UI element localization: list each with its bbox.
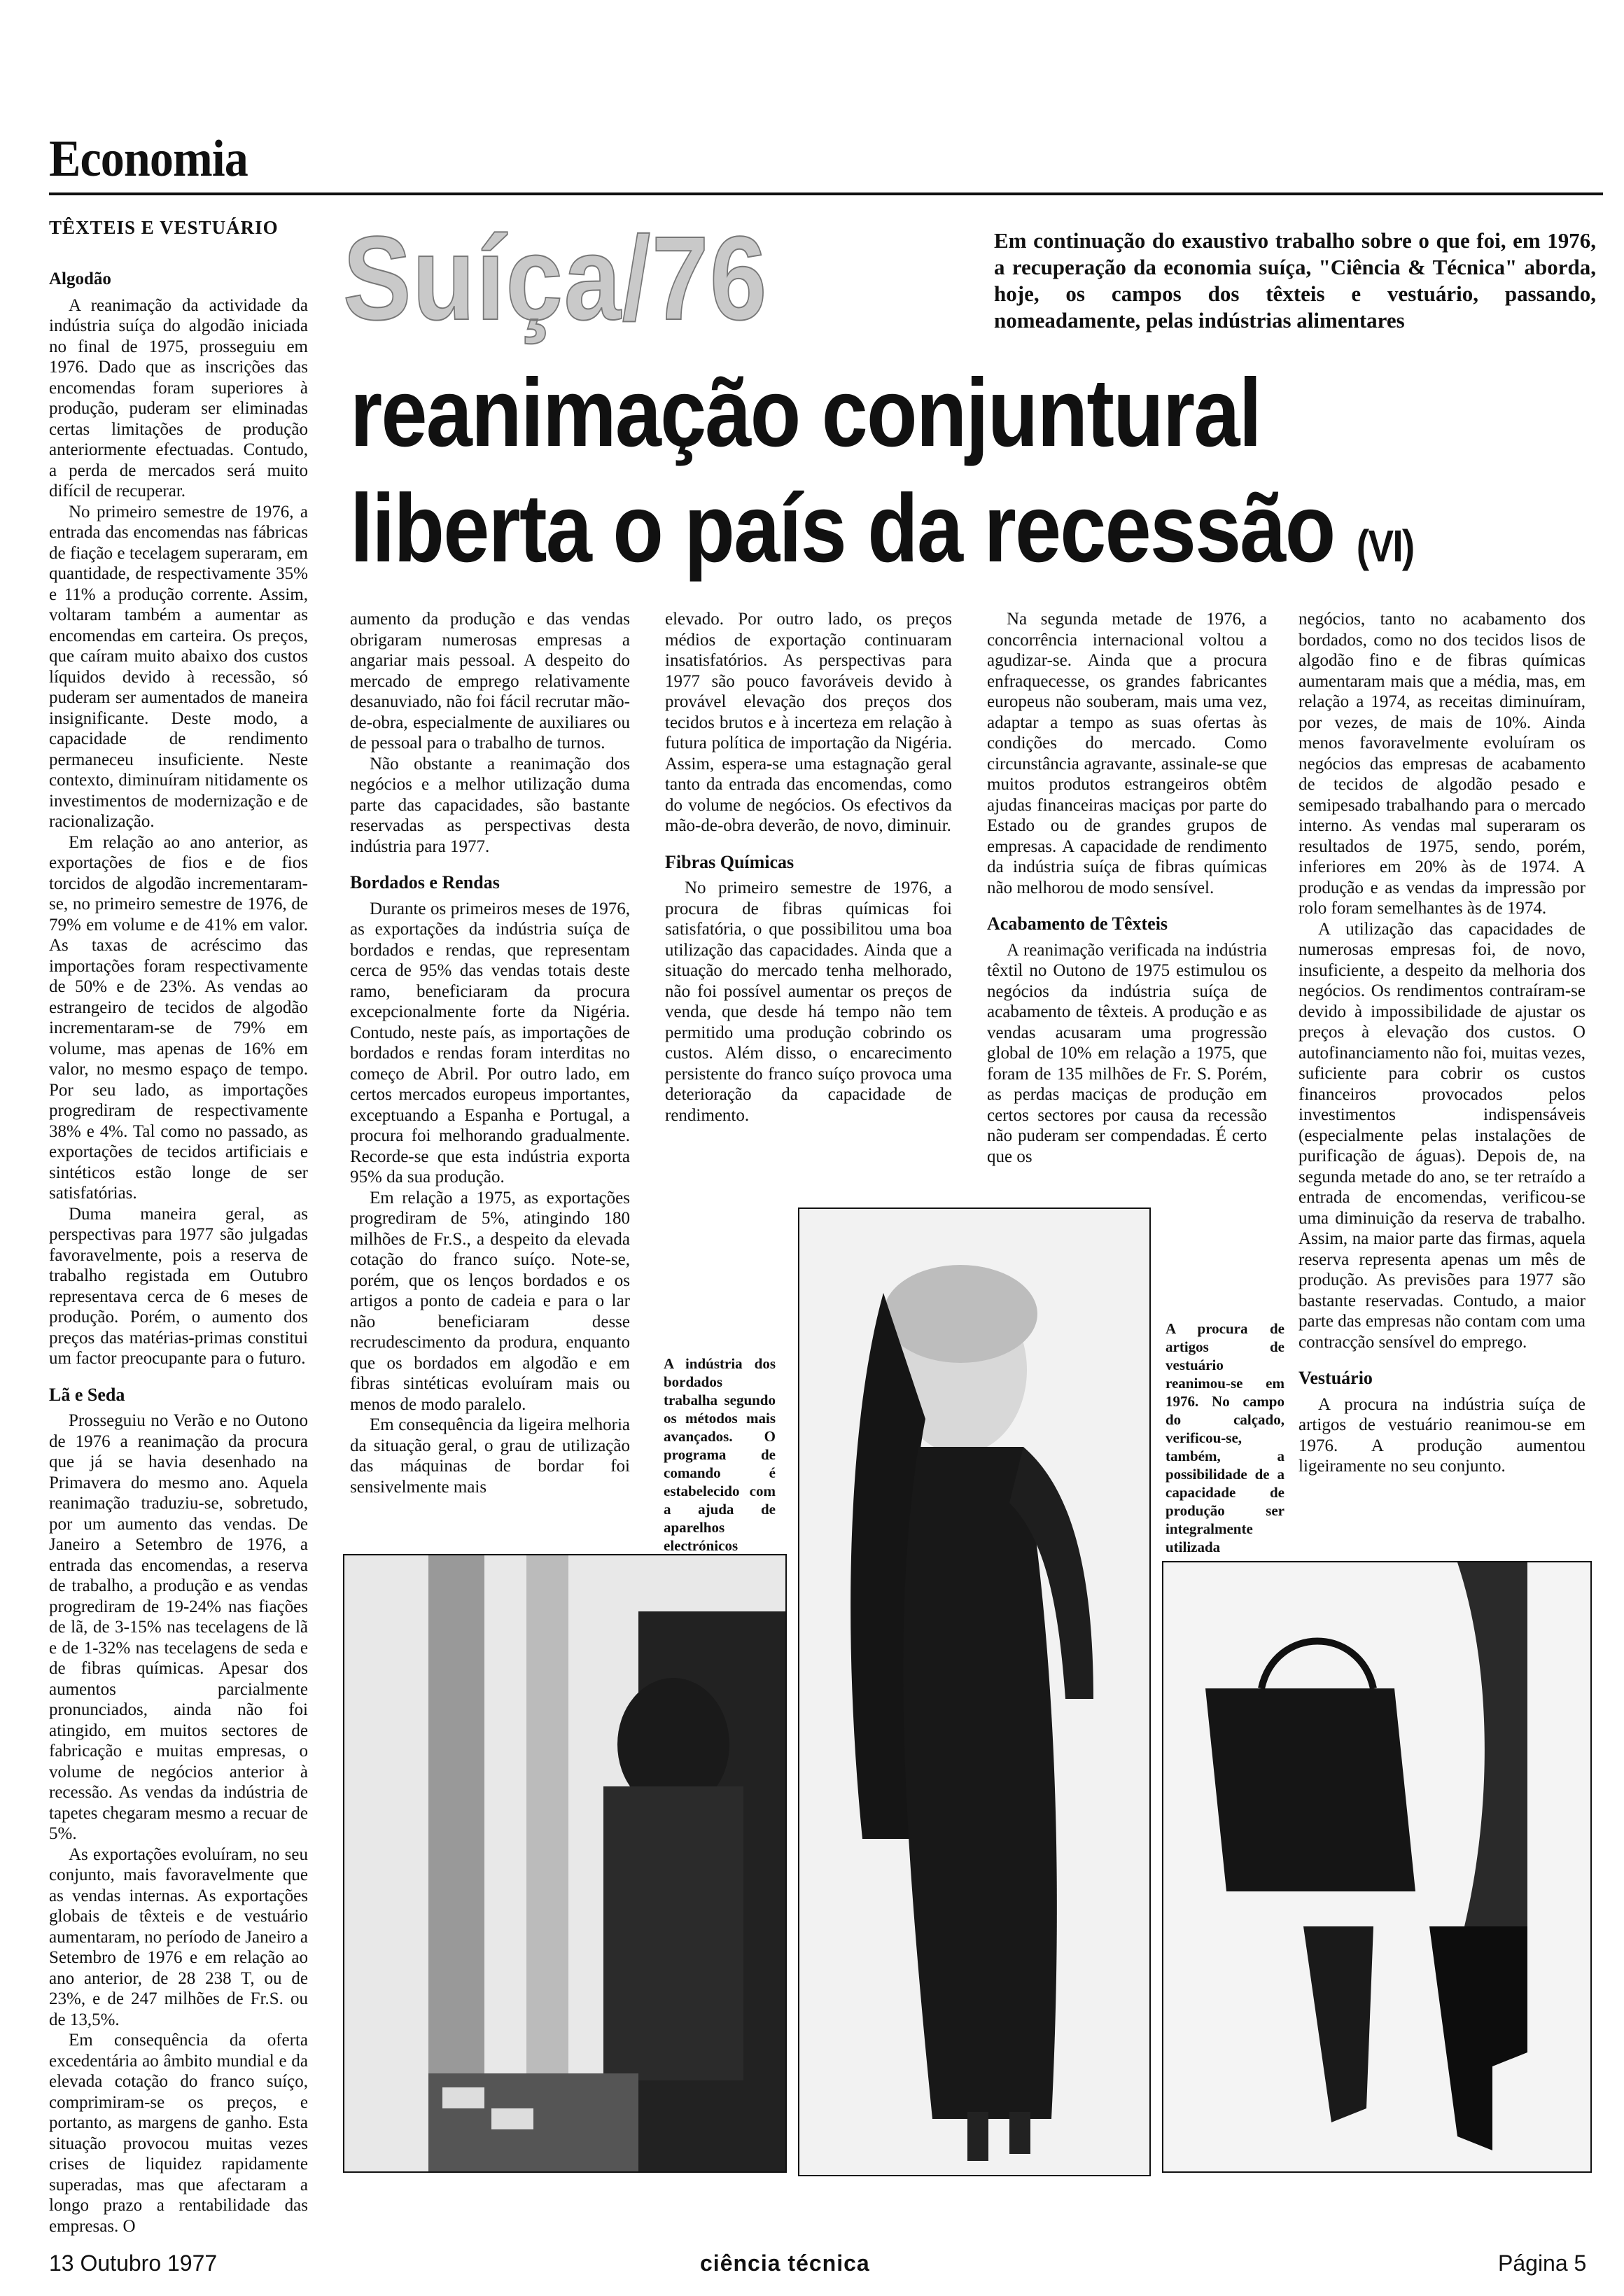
paragraph: Em consequência da oferta excedentária ao âmbito mundial e da elevada cotação do franco suíço, comprimiram-se os preços, e portanto, as margens de ganho. Esta situação provocou muitas vezes crises de liquidez rapidamente superadas, mas que afectaram a longo prazo a rentabilidade das empresas. O xyxy=(49,2031,308,2236)
big-kicker: Suíça/76 xyxy=(343,212,769,345)
subhead-vestuario: Vestuário xyxy=(1298,1368,1373,1388)
caption-embroidery: A indústria dos bordados trabalha segundo os métodos mais avançados. O programa de comando é estabelecido com a ajuda de aparelhos electrónicos xyxy=(664,1355,776,1554)
footer-page-number: Página 5 xyxy=(1498,2250,1587,2276)
paragraph: aumento da produção e das vendas obrigaram numerosas empresas a angariar mais pessoal. A despeito do mercado de emprego relativamente desanuviado, não foi fácil recrutar mão-de-obra, especialmente de auxiliares ou de pessoal para o trabalho de turnos. xyxy=(350,610,630,752)
paragraph: A reanimação da actividade da indústria suíça do algodão iniciada no final de 1975, prosseguiu em 1976. Dado que as inscrições das encomendas foram superiores à produção, puderam ser eliminadas certas limitações de produção anteriormente efectuadas. Contudo, a perda de mercados será muito difícil de recuperar. xyxy=(49,295,308,500)
paragraph: Em consequência da ligeira melhoria da situação geral, o grau de utilização das máquinas de bordar foi sensivelmente mais xyxy=(350,1415,630,1497)
lead-paragraph: Em continuação do exaustivo trabalho sobre o que foi, em 1976, a recuperação da economia suíça, "Ciência & Técnica" aborda, hoje, os campos dos têxteis e vestuário, passando, nomeadamente, pelas indústrias alimentares xyxy=(994,228,1596,332)
photo-fashion-illustration xyxy=(799,1209,1149,2175)
paragraph: No primeiro semestre de 1976, a procura de fibras químicas foi satisfatória, o que possibilitou uma boa utilização das capacidades. Ainda que a situação do mercado tenha melhorado, não foi possível aumentar os preços de venda, que desde há tempo não tem permitido uma produção cobrindo os custos. Além disso, o encarecimento persistente do franco suíço provoca uma deterioração da capacidade de rendimento. xyxy=(665,878,952,1125)
article-column-5 xyxy=(1298,609,1586,1477)
paragraph: Não obstante a reanimação dos negócios e a melhor utilização duma parte das capacidades, são bastante reservadas as perspectivas desta indústria para 1977. xyxy=(350,754,630,856)
section-kicker: TÊXTEIS E VESTUÁRIO xyxy=(49,217,279,238)
footer-publication: ciência técnica xyxy=(700,2250,870,2276)
photo-embroidery-illustration xyxy=(344,1555,785,2171)
subhead-algodao: Algodão xyxy=(49,270,111,288)
paragraph: negócios, tanto no acabamento dos bordados, como no dos tecidos lisos de algodão fino e de fibras químicas aumentaram mais que a média, mas, em relação a 1974, as receitas diminuíram, por vezes, de mais de 10%. Ainda menos favoravelmente evoluíram os negócios das empresas de acabamento de tecidos de algodão pesado e semipesado trabalhando para o mercado interno. As vendas mal superaram os resultados de 1975, sendo, porém, inferiores em 20% às de 1974. A produção e as vendas da impressão por rolo foram semelhantes às de 1974. xyxy=(1298,610,1586,918)
paragraph: Duma maneira geral, as perspectivas para 1977 são julgadas favoravelmente, pois a reserva de trabalho registada em Outubro representava cerca de 6 meses de produção. Porém, o aumento dos preços das matérias-primas constitui um factor preocupante para o futuro. xyxy=(49,1204,308,1368)
photo-embroidery-worker xyxy=(343,1554,787,2173)
paragraph: A reanimação verificada na indústria têxtil no Outono de 1975 estimulou os negócios da indústria suíça de acabamento de têxteis. A produção e as vendas acusaram uma progressão global de 10% em relação a 1975, que foram de 135 milhões de Fr. S. Porém, as perdas maciças de produção em certos sectores por causa da recessão não puderam ser compendadas. É certo que os xyxy=(987,940,1267,1166)
photo-boots-illustration xyxy=(1163,1562,1590,2171)
photo-fashion-model xyxy=(798,1208,1151,2176)
article-column-1 xyxy=(49,259,308,2236)
subhead-acabamento: Acabamento de Têxteis xyxy=(987,913,1168,934)
article-column-2 xyxy=(350,609,630,1497)
article-column-4 xyxy=(987,609,1267,1167)
paragraph: Em relação ao ano anterior, as exportações de fios e de fios torcidos de algodão incrementaram-se, no primeiro semestre de 1976, de 79% em volume e de 41% em valor. As taxas de acréscimo das importações foram respectivamente de 50% e de 23%. As vendas ao estrangeiro de tecidos de algodão incrementaram-se de 79% em volume, mas apenas de 16% em valor, no mesmo espaço de tempo. Por seu lado, as importações progrediram de respectivamente 38% e 4%. Tal como no passado, as exportações de tecidos artificiais e sintéticos estão longe de ser satisfatórias. xyxy=(49,832,308,1203)
header-rule xyxy=(49,192,1603,195)
subhead-fibras-quimicas: Fibras Químicas xyxy=(665,851,794,872)
footer-date: 13 Outubro 1977 xyxy=(49,2250,218,2276)
paragraph: elevado. Por outro lado, os preços médios de exportação continuaram insatisfatórios. As perspectivas para 1977 são pouco favoráveis devido à provável elevação dos preços dos tecidos brutos e à incerteza em relação à futura política de importação da Nigéria. Assim, espera-se uma estagnação geral tanto da entrada das encomendas, como do volume de negócios. Os efectivos da mão-de-obra deverão, de novo, diminuir. xyxy=(665,610,952,835)
paragraph: Prosseguiu no Verão e no Outono de 1976 a reanimação da procura que já se havia desenhado na Primavera do mesmo ano. Aquela reanimação traduziu-se, sobretudo, por um aumento das vendas. De Janeiro a Setembro de 1976, a entrada das encomendas, a reserva de trabalho, a produção e as vendas progrediram de 19-24% nas fiações de lã, de 3-15% nas tecelagens de lã e de 1-32% nas tecelagens de seda e de fibras químicas. Apesar dos aumentos parcialmente pronunciados, ainda não foi atingido, em muitos sectores de fabricação e muitas empresas, o volume de negócios anterior à recessão. As vendas da indústria de tapetes chegaram mesmo a recuar de 5%. xyxy=(49,1411,308,1843)
paragraph: A procura na indústria suíça de artigos de vestuário reanimou-se em 1976. A produção aumentou ligeiramente no seu conjunto. xyxy=(1298,1394,1586,1476)
headline-line-2 xyxy=(350,476,1414,598)
paragraph: Na segunda metade de 1976, a concorrência internacional voltou a agudizar-se. Ainda que a procura enfraquecesse, os grandes fabricantes europeus não souberam, mais uma vez, adaptar a tempo as suas ofertas às condições do mercado. Como circunstância agravante, assinale-se que muitos produtos estrangeiros obtêm ajudas financeiras maciças por parte do Estado ou de grandes grupos de empresas. A capacidade de rendimento da indústria suíça de fibras químicas não melhorou de modo sensível. xyxy=(987,610,1267,897)
subhead-bordados-rendas: Bordados e Rendas xyxy=(350,872,500,892)
headline-volume: (VI) xyxy=(1356,521,1414,571)
section-title: Economia xyxy=(49,130,248,188)
headline-line-2-text: liberta o país da recessão xyxy=(350,475,1335,582)
caption-clothing: A procura de artigos de vestuário reanimou-se em 1976. No campo do calçado, verificou-se, também, a possibilidade de a capacidade de produção ser integralmente utilizada xyxy=(1166,1320,1284,1555)
subhead-la-seda: Lã e Seda xyxy=(49,1384,125,1405)
photo-boots-handbag xyxy=(1162,1561,1592,2173)
paragraph: A utilização das capacidades de numerosas empresas foi, de novo, insuficiente, a despeito da melhoria dos negócios. Os rendimentos contraíram-se devido à impossibilidade de ajustar os preços à elevação dos custos. O autofinanciamento não foi, muitas vezes, suficiente para cobrir os custos financeiros provocados pelos investimentos indispensáveis (especialmente pelas instalações de purificação de águas). Depois de, na segunda metade do ano, se ter retraído a entrada de encomendas, verificou-se uma diminuição da reserva de trabalho. Assim, na maior parte das firmas, aquela reserva representa apenas um mês de produção. As previsões para 1977 são bastante reservadas. Contudo, a maior parte das empresas não contam com uma contracção sensível do emprego. xyxy=(1298,919,1586,1352)
headline-line-1: reanimação conjuntural xyxy=(350,359,1261,467)
paragraph: Em relação a 1975, as exportações progrediram de 5%, atingindo 180 milhões de Fr.S., a despeito da elevada cotação do franco suíço. Note-se, porém, que os lenços bordados e os artigos a ponto de cadeia e para o lar não beneficiaram desse recrudescimento da produra, enquanto que os bordados em algodão e em fibras sintéticas evoluíram mais ou menos de modo paralelo. xyxy=(350,1188,630,1414)
paragraph: No primeiro semestre de 1976, a entrada das encomendas nas fábricas de fiação e tecelagem superaram, em quantidade, de respectivamente 35% e 11% a produção corrente. Assim, voltaram também a aumentar as encomendas em carteira. Os preços, que caíram muito abaixo dos custos líquidos devido à recessão, só puderam ser aumentados de maneira insignificante. Deste modo, a capacidade de rendimento permaneceu insuficiente. Neste contexto, diminuíram nitidamente os investimentos de modernização e de racionalização. xyxy=(49,502,308,831)
paragraph: As exportações evoluíram, no seu conjunto, mais favoravelmente que as vendas internas. As exportações globais de têxteis e de vestuário aumentaram, no período de Janeiro a Setembro de 1976 e em relação ao ano anterior, de 28 238 T, ou de 23%, e de 247 milhões de Fr.S. ou de 13,5%. xyxy=(49,1844,308,2029)
paragraph: Durante os primeiros meses de 1976, as exportações da indústria suíça de bordados e rendas, que representam cerca de 95% das vendas totais deste ramo, beneficiaram da procura excepcionalmente forte da Nigéria. Contudo, neste país, as importações de bordados e rendas foram interditas no começo de Abril. Por outro lado, em certos mercados europeus importantes, exceptuando a Espanha e Portugal, a procura foi melhorando gradualmente. Recorde-se que esta indústria exporta 95% da sua produção. xyxy=(350,899,630,1186)
article-column-3 xyxy=(665,609,952,1126)
